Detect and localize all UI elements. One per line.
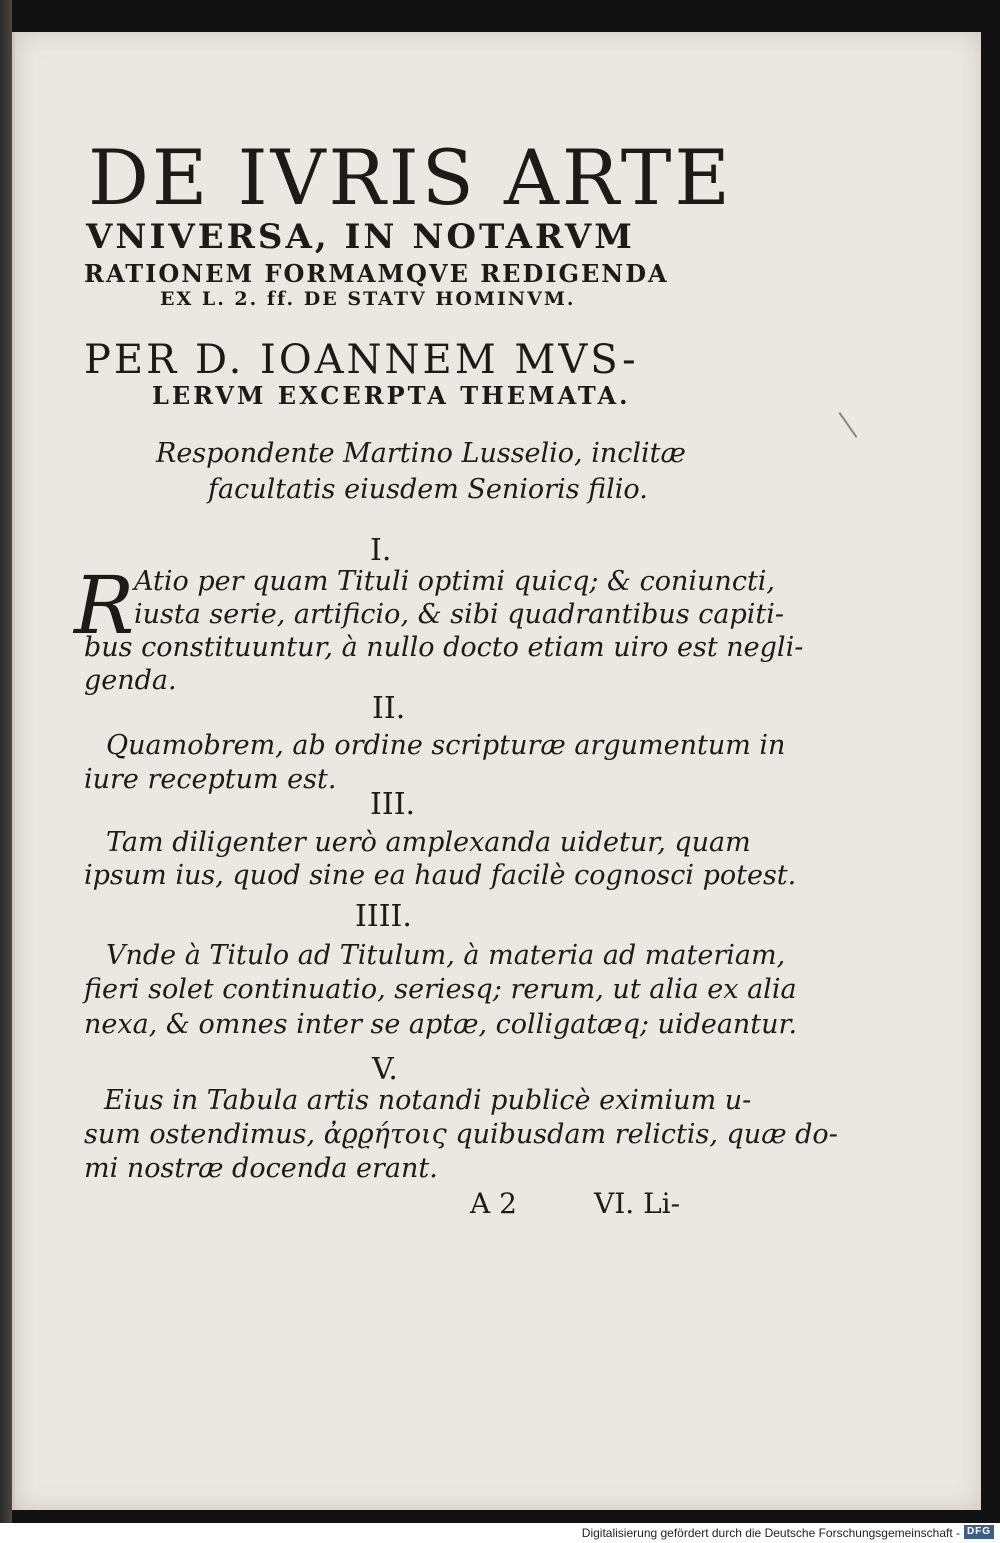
thesis-5-line-1: Eius in Tabula artis notandi publicè eximium u- (104, 1085, 752, 1116)
title-line-2: VNIVERSA, IN NOTARVM (86, 217, 635, 257)
thesis-1-line-2: iusta serie, artificio, & sibi quadrantibus capiti- (134, 599, 785, 630)
book-gutter (0, 0, 12, 1523)
dfg-logo: DFG (964, 1525, 994, 1539)
thesis-numeral-4: IIII. (355, 899, 412, 934)
thesis-numeral-3: III. (370, 787, 416, 822)
thesis-5-line-2: sum ostendimus, ἀϱϱήτοις quibusdam relictis, quæ do- (84, 1119, 838, 1150)
thesis-2-line-1: Quamobrem, ab ordine scripturæ argumentum in (106, 730, 786, 761)
margin-mark (839, 412, 858, 438)
author-line-1: PER D. IOANNEM MVS- (84, 337, 639, 383)
thesis-numeral-1: I. (370, 533, 392, 568)
thesis-1-line-1: Atio per quam Tituli optimi quicq; & coniuncti, (134, 566, 776, 597)
respondent-line-2: facultatis eiusdem Senioris filio. (208, 474, 648, 505)
signature-mark: A 2 (470, 1187, 517, 1220)
thesis-3-line-2: ipsum ius, quod sine ea haud facilè cognosci potest. (84, 860, 797, 891)
title-line-4: EX L. 2. ff. DE STATV HOMINVM. (160, 288, 576, 310)
thesis-4-line-2: fieri solet continuatio, seriesq; rerum, ut alia ex alia (84, 974, 797, 1005)
catchword: VI. Li- (594, 1187, 681, 1220)
thesis-1-line-4: genda. (84, 665, 177, 696)
drop-cap: R (74, 559, 135, 652)
title-line-3: RATIONEM FORMAMQVE REDIGENDA (84, 259, 669, 288)
thesis-1-line-3: bus constituuntur, à nullo docto etiam uiro est negli- (84, 632, 804, 663)
footer-credit: Digitalisierung gefördert durch die Deutsche Forschungsgemeinschaft - (581, 1526, 960, 1540)
author-line-2: LERVM EXCERPTA THEMATA. (152, 381, 631, 410)
thesis-numeral-2: II. (372, 691, 406, 726)
thesis-4-line-1: Vnde à Titulo ad Titulum, à materia ad materiam, (106, 940, 786, 971)
thesis-5-line-3: mi nostræ docenda erant. (84, 1153, 438, 1184)
thesis-2-line-2: iure receptum est. (84, 764, 337, 795)
thesis-3-line-1: Tam diligenter uerò amplexanda uidetur, quam (106, 827, 751, 858)
respondent-line-1: Respondente Martino Lusselio, inclitæ (156, 438, 686, 469)
thesis-numeral-5: V. (372, 1052, 398, 1087)
title-line-1: DE IVRIS ARTE (88, 133, 733, 222)
thesis-4-line-3: nexa, & omnes inter se aptæ, colligatæq; uideantur. (84, 1009, 798, 1040)
